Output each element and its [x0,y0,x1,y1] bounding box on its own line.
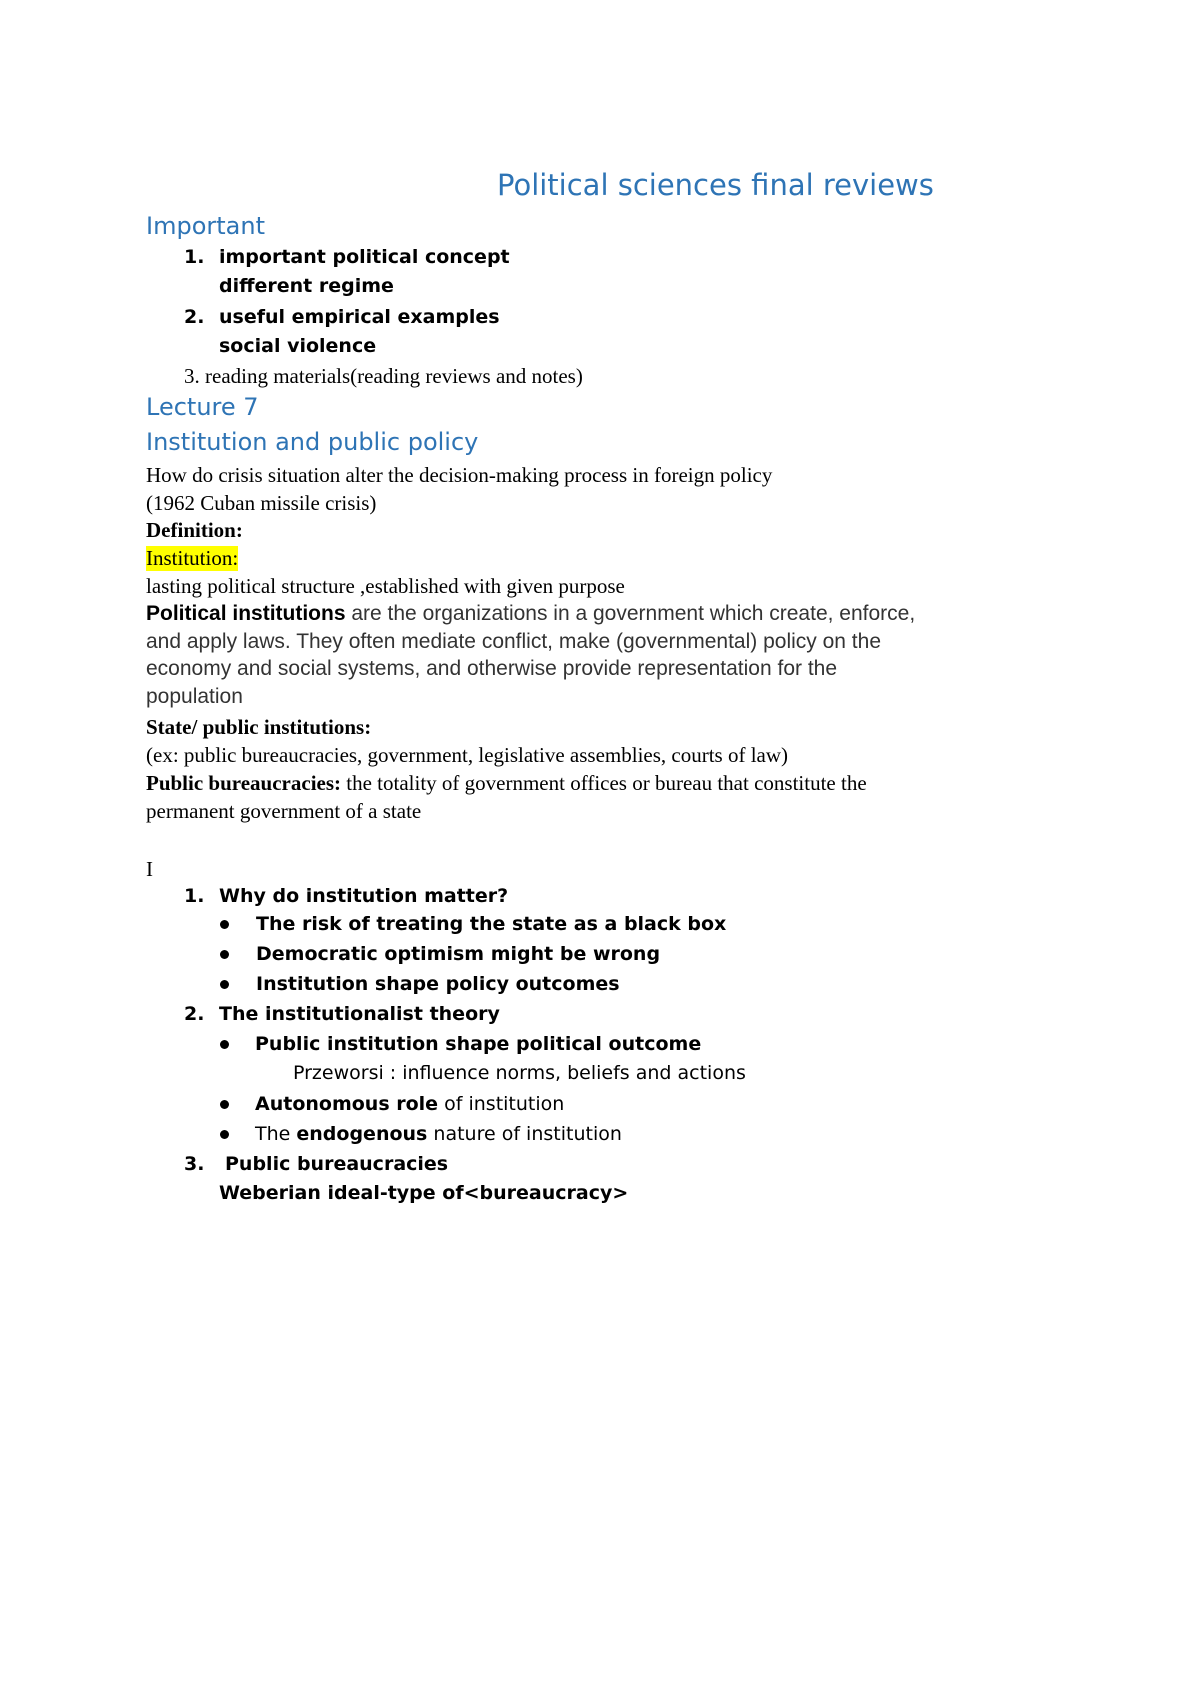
question-text: How do crisis situation alter the decision-making process in foreign policy [146,463,773,487]
list-number: 2. [184,1003,205,1025]
list-item: The institutionalist theory [219,1003,500,1025]
definition-text: lasting political structure ,established with given purpose [146,574,625,598]
paragraph-line: economy and social systems, and otherwise provide representation for the [146,657,838,680]
list-number: 1. [184,246,205,268]
paragraph-line: and apply laws. They often mediate conflict, make (governmental) policy on the [146,630,881,653]
roman-numeral: I [146,857,153,881]
paragraph-line: Public bureaucracies: the totality of government offices or bureau that constitute the [146,771,867,795]
important-heading: Important [146,212,265,240]
paragraph-line: population [146,685,243,708]
paragraph-line: permanent government of a state [146,799,422,823]
bullet-icon [220,980,229,989]
term: Political institutions [146,602,346,625]
bullet-item: Public institution shape political outcome [255,1033,702,1055]
list-item-sub: Weberian ideal-type of<bureaucracy> [219,1182,629,1204]
examples-text: (ex: public bureaucracies, government, legislative assemblies, courts of law) [146,743,789,767]
bullet-icon [220,1040,229,1049]
bullet-icon [220,1100,229,1109]
bullet-sub-item: Przeworsi : influence norms, beliefs and actions [293,1062,746,1084]
list-number: 2. [184,306,205,328]
list-number: 1. [184,885,205,907]
bullet-item: The endogenous nature of institution [255,1123,622,1145]
bullet-item: Democratic optimism might be wrong [256,943,661,965]
list-item-sub: different regime [219,275,394,297]
list-item-sub: social violence [219,335,377,357]
list-item: Public bureaucracies [225,1153,449,1175]
bullet-icon [220,950,229,959]
lecture-subheading: Institution and public policy [146,428,479,456]
list-item: Why do institution matter? [219,885,509,907]
list-item: important political concept [219,246,510,268]
bullet-item: Autonomous role of institution [255,1093,565,1115]
bullet-item: Institution shape policy outcomes [256,973,620,995]
bullet-icon [220,1130,229,1139]
term: Public bureaucracies: [146,771,342,795]
list-item: useful empirical examples [219,306,500,328]
bullet-icon [220,920,229,929]
lecture-heading: Lecture 7 [146,393,259,421]
term-label: State/ public institutions: [146,715,372,739]
bullet-item: The risk of treating the state as a black box [256,913,727,935]
document-title: Political sciences final reviews [497,168,934,202]
paragraph-line: Political institutions are the organizations in a government which create, enforce, [146,602,916,625]
list-number: 3. [184,1153,205,1175]
example-text: (1962 Cuban missile crisis) [146,491,377,515]
highlighted-term: Institution: [146,546,239,570]
definition-label: Definition: [146,518,243,542]
list-item: 3. reading materials(reading reviews and notes) [184,364,583,388]
